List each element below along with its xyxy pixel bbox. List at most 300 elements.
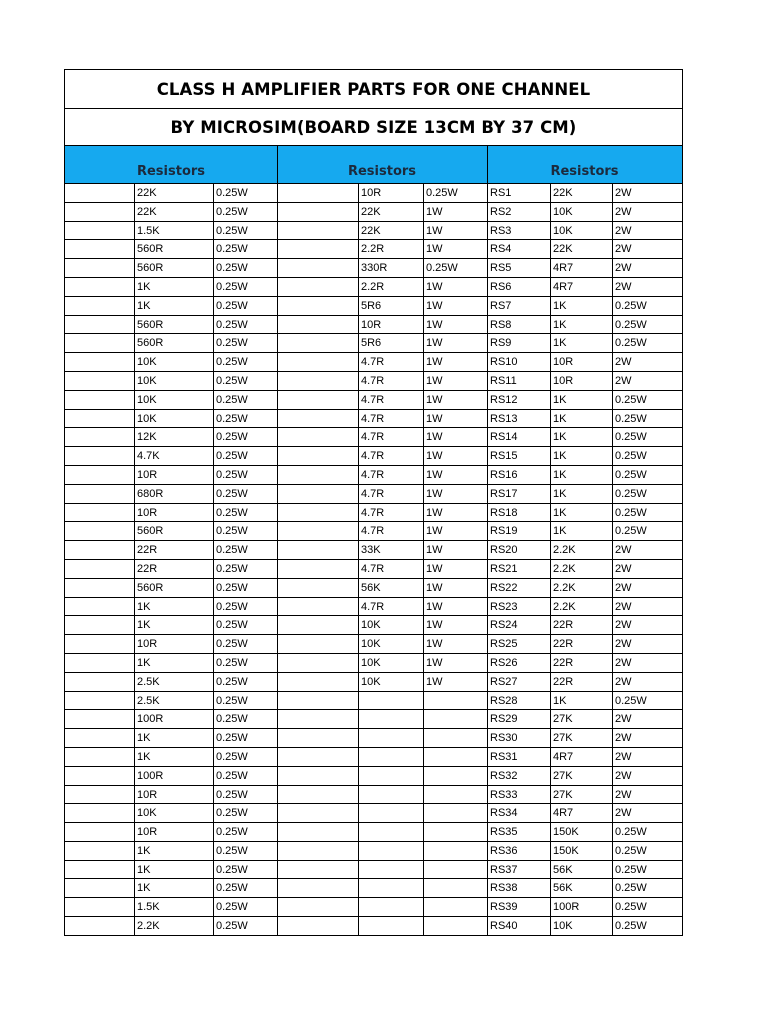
cell-ref: RS23	[487, 598, 550, 616]
cell-value: 22K	[550, 240, 612, 258]
cell-ref: RS37	[487, 861, 550, 879]
cell-rating: 0.25W	[213, 410, 277, 428]
cell-blank-b	[277, 391, 358, 409]
cell-ref: RS36	[487, 842, 550, 860]
cell-blank-b	[277, 372, 358, 390]
cell-value: 4.7R	[358, 391, 423, 409]
cell-value: 10R	[134, 466, 213, 484]
table-row	[65, 372, 682, 391]
cell-blank-a	[65, 240, 134, 258]
cell-value: 4.7R	[358, 410, 423, 428]
table-row	[65, 428, 682, 447]
cell-value: 4.7K	[134, 447, 213, 465]
cell-rating: 0.25W	[213, 673, 277, 691]
cell-rating: 2W	[612, 767, 682, 785]
cell-blank-b	[277, 673, 358, 691]
cell-value: 1K	[134, 598, 213, 616]
cell-blank-a	[65, 842, 134, 860]
cell-ref: RS15	[487, 447, 550, 465]
cell-value: 4.7R	[358, 598, 423, 616]
cell-blank-a	[65, 372, 134, 390]
cell-value: 100R	[134, 710, 213, 728]
cell-rating: 0.25W	[612, 334, 682, 352]
table-row	[65, 823, 682, 842]
cell-rating: 2W	[612, 372, 682, 390]
cell-rating: 0.25W	[612, 316, 682, 334]
cell-blank-b	[277, 710, 358, 728]
cell-value: 4R7	[550, 748, 612, 766]
cell-rating: 0.25W	[213, 616, 277, 634]
cell-rating: 0.25W	[213, 692, 277, 710]
cell-rating: 1W	[423, 654, 487, 672]
cell-blank-a	[65, 729, 134, 747]
cell-rating: 1W	[423, 560, 487, 578]
cell-value	[358, 898, 423, 916]
resistor-table	[65, 184, 682, 936]
cell-value: 2.2K	[550, 598, 612, 616]
cell-blank-a	[65, 428, 134, 446]
cell-value: 33K	[358, 541, 423, 559]
cell-ref: RS12	[487, 391, 550, 409]
cell-value: 1K	[550, 410, 612, 428]
cell-blank-b	[277, 861, 358, 879]
cell-blank-b	[277, 748, 358, 766]
table-row	[65, 522, 682, 541]
cell-value: 10R	[134, 635, 213, 653]
cell-rating: 2W	[612, 635, 682, 653]
cell-ref: RS8	[487, 316, 550, 334]
cell-ref: RS1	[487, 184, 550, 202]
cell-rating: 0.25W	[213, 240, 277, 258]
cell-blank-b	[277, 823, 358, 841]
cell-ref: RS16	[487, 466, 550, 484]
cell-ref: RS14	[487, 428, 550, 446]
cell-rating: 0.25W	[612, 692, 682, 710]
cell-rating: 0.25W	[612, 504, 682, 522]
table-row	[65, 391, 682, 410]
cell-rating: 0.25W	[213, 504, 277, 522]
cell-blank-b	[277, 504, 358, 522]
cell-value: 2.2R	[358, 240, 423, 258]
cell-ref: RS29	[487, 710, 550, 728]
cell-value: 2.5K	[134, 673, 213, 691]
cell-value: 10R	[134, 786, 213, 804]
cell-rating: 0.25W	[213, 635, 277, 653]
cell-value: 1K	[550, 504, 612, 522]
cell-blank-b	[277, 222, 358, 240]
cell-ref: RS31	[487, 748, 550, 766]
cell-rating: 2W	[612, 786, 682, 804]
cell-rating: 2W	[612, 729, 682, 747]
cell-blank-b	[277, 184, 358, 202]
cell-blank-a	[65, 334, 134, 352]
cell-rating: 1W	[423, 316, 487, 334]
cell-value: 4.7R	[358, 353, 423, 371]
cell-rating	[423, 917, 487, 935]
cell-rating	[423, 804, 487, 822]
cell-rating: 0.25W	[213, 710, 277, 728]
cell-rating	[423, 823, 487, 841]
cell-blank-a	[65, 353, 134, 371]
table-row	[65, 410, 682, 429]
cell-blank-a	[65, 673, 134, 691]
cell-blank-a	[65, 259, 134, 277]
cell-rating: 0.25W	[612, 842, 682, 860]
cell-value: 100R	[134, 767, 213, 785]
cell-value: 1K	[134, 879, 213, 897]
cell-rating: 0.25W	[213, 541, 277, 559]
cell-value	[358, 767, 423, 785]
cell-rating	[423, 748, 487, 766]
cell-value: 12K	[134, 428, 213, 446]
table-row	[65, 240, 682, 259]
cell-value: 10K	[134, 410, 213, 428]
cell-rating	[423, 879, 487, 897]
header-resistors-left: Resistors	[136, 164, 206, 179]
cell-rating: 2W	[612, 710, 682, 728]
table-row	[65, 917, 682, 936]
cell-rating: 1W	[423, 522, 487, 540]
cell-value: 1K	[134, 842, 213, 860]
cell-rating: 1W	[423, 240, 487, 258]
cell-value: 4R7	[550, 278, 612, 296]
cell-blank-b	[277, 203, 358, 221]
cell-rating: 2W	[612, 804, 682, 822]
cell-rating: 2W	[612, 184, 682, 202]
table-row	[65, 898, 682, 917]
cell-value: 1K	[550, 334, 612, 352]
cell-rating: 1W	[423, 297, 487, 315]
cell-value: 10K	[358, 673, 423, 691]
cell-blank-a	[65, 560, 134, 578]
cell-value: 56K	[358, 579, 423, 597]
cell-rating: 0.25W	[213, 334, 277, 352]
cell-rating: 2W	[612, 278, 682, 296]
cell-rating: 1W	[423, 447, 487, 465]
cell-rating: 0.25W	[423, 184, 487, 202]
cell-blank-b	[277, 786, 358, 804]
cell-rating: 0.25W	[213, 466, 277, 484]
cell-ref: RS17	[487, 485, 550, 503]
table-row	[65, 316, 682, 335]
cell-blank-a	[65, 203, 134, 221]
cell-blank-a	[65, 898, 134, 916]
cell-blank-a	[65, 391, 134, 409]
cell-blank-b	[277, 428, 358, 446]
cell-ref: RS2	[487, 203, 550, 221]
cell-value: 2.2K	[550, 560, 612, 578]
cell-value: 27K	[550, 729, 612, 747]
parts-sheet	[64, 69, 683, 936]
cell-blank-a	[65, 917, 134, 935]
cell-blank-a	[65, 297, 134, 315]
cell-value: 10R	[134, 823, 213, 841]
cell-rating: 0.25W	[612, 297, 682, 315]
cell-value: 1K	[550, 428, 612, 446]
table-row	[65, 654, 682, 673]
cell-rating: 0.25W	[213, 748, 277, 766]
cell-value	[358, 879, 423, 897]
cell-rating: 1W	[423, 203, 487, 221]
cell-blank-b	[277, 654, 358, 672]
cell-blank-a	[65, 654, 134, 672]
cell-rating: 0.25W	[213, 316, 277, 334]
cell-value: 4.7R	[358, 522, 423, 540]
cell-rating: 2W	[612, 259, 682, 277]
cell-rating: 1W	[423, 598, 487, 616]
cell-rating: 0.25W	[213, 917, 277, 935]
cell-rating: 2W	[612, 654, 682, 672]
cell-value: 22R	[550, 616, 612, 634]
table-row	[65, 560, 682, 579]
cell-blank-a	[65, 804, 134, 822]
cell-blank-a	[65, 466, 134, 484]
table-row	[65, 222, 682, 241]
cell-value: 4.7R	[358, 372, 423, 390]
cell-value: 10K	[358, 635, 423, 653]
cell-value: 22K	[550, 184, 612, 202]
table-row	[65, 353, 682, 372]
cell-blank-a	[65, 861, 134, 879]
cell-value: 330R	[358, 259, 423, 277]
cell-rating: 0.25W	[213, 842, 277, 860]
table-row	[65, 541, 682, 560]
table-row	[65, 692, 682, 711]
cell-blank-b	[277, 804, 358, 822]
cell-ref: RS13	[487, 410, 550, 428]
title-line-2: BY MICROSIM(BOARD SIZE 13CM BY 37 CM)	[65, 108, 682, 146]
table-row	[65, 278, 682, 297]
cell-blank-a	[65, 786, 134, 804]
cell-rating: 0.25W	[213, 278, 277, 296]
cell-ref: RS35	[487, 823, 550, 841]
table-row	[65, 579, 682, 598]
cell-value: 1K	[550, 692, 612, 710]
cell-rating: 0.25W	[213, 654, 277, 672]
table-row	[65, 203, 682, 222]
cell-value: 22K	[358, 222, 423, 240]
cell-value	[358, 861, 423, 879]
cell-rating: 0.25W	[213, 222, 277, 240]
cell-blank-b	[277, 278, 358, 296]
cell-rating: 1W	[423, 504, 487, 522]
cell-value: 560R	[134, 522, 213, 540]
table-row	[65, 804, 682, 823]
cell-value: 22K	[134, 203, 213, 221]
cell-rating: 1W	[423, 278, 487, 296]
cell-rating: 0.25W	[612, 485, 682, 503]
cell-rating: 1W	[423, 410, 487, 428]
cell-blank-b	[277, 635, 358, 653]
table-row	[65, 710, 682, 729]
cell-blank-b	[277, 692, 358, 710]
cell-blank-b	[277, 353, 358, 371]
cell-value: 22R	[550, 654, 612, 672]
cell-blank-b	[277, 579, 358, 597]
cell-ref: RS3	[487, 222, 550, 240]
cell-value: 1K	[550, 447, 612, 465]
cell-rating: 0.25W	[213, 391, 277, 409]
cell-rating: 0.25W	[612, 466, 682, 484]
cell-rating: 0.25W	[213, 579, 277, 597]
cell-value: 1K	[134, 729, 213, 747]
cell-value: 150K	[550, 842, 612, 860]
cell-value	[358, 917, 423, 935]
cell-ref: RS38	[487, 879, 550, 897]
cell-rating: 0.25W	[213, 729, 277, 747]
cell-value	[358, 748, 423, 766]
cell-blank-b	[277, 560, 358, 578]
cell-ref: RS32	[487, 767, 550, 785]
cell-value: 560R	[134, 316, 213, 334]
cell-rating	[423, 767, 487, 785]
cell-rating: 1W	[423, 391, 487, 409]
cell-blank-b	[277, 898, 358, 916]
cell-blank-a	[65, 485, 134, 503]
cell-value: 10K	[134, 372, 213, 390]
cell-ref: RS4	[487, 240, 550, 258]
cell-value: 10R	[358, 184, 423, 202]
cell-value: 560R	[134, 240, 213, 258]
table-row	[65, 447, 682, 466]
cell-value: 22K	[358, 203, 423, 221]
cell-blank-b	[277, 297, 358, 315]
cell-ref: RS28	[487, 692, 550, 710]
cell-blank-a	[65, 823, 134, 841]
table-row	[65, 635, 682, 654]
cell-rating: 1W	[423, 222, 487, 240]
cell-rating	[423, 729, 487, 747]
cell-value: 4.7R	[358, 560, 423, 578]
cell-rating: 0.25W	[612, 428, 682, 446]
cell-rating: 2W	[612, 353, 682, 371]
header-resistors-middle: Resistors	[347, 164, 417, 179]
table-row	[65, 297, 682, 316]
cell-rating	[423, 898, 487, 916]
cell-value: 10R	[134, 504, 213, 522]
cell-rating: 1W	[423, 372, 487, 390]
cell-value	[358, 786, 423, 804]
cell-value: 4.7R	[358, 428, 423, 446]
table-row	[65, 504, 682, 523]
cell-blank-a	[65, 616, 134, 634]
cell-value: 100R	[550, 898, 612, 916]
cell-blank-a	[65, 316, 134, 334]
cell-value	[358, 692, 423, 710]
cell-ref: RS7	[487, 297, 550, 315]
table-row	[65, 767, 682, 786]
cell-value: 1K	[550, 522, 612, 540]
cell-ref: RS20	[487, 541, 550, 559]
cell-value	[358, 710, 423, 728]
cell-value: 22K	[134, 184, 213, 202]
cell-ref: RS39	[487, 898, 550, 916]
cell-blank-b	[277, 466, 358, 484]
cell-rating: 0.25W	[612, 898, 682, 916]
cell-value: 560R	[134, 334, 213, 352]
cell-blank-b	[277, 259, 358, 277]
cell-value: 5R6	[358, 297, 423, 315]
cell-rating: 1W	[423, 466, 487, 484]
cell-value	[358, 804, 423, 822]
cell-value: 10K	[358, 616, 423, 634]
cell-rating: 1W	[423, 673, 487, 691]
cell-blank-a	[65, 447, 134, 465]
cell-ref: RS30	[487, 729, 550, 747]
cell-rating: 2W	[612, 616, 682, 634]
cell-blank-a	[65, 748, 134, 766]
cell-blank-b	[277, 616, 358, 634]
cell-blank-b	[277, 447, 358, 465]
cell-blank-b	[277, 917, 358, 935]
cell-value: 4R7	[550, 804, 612, 822]
table-row	[65, 879, 682, 898]
cell-value: 22R	[134, 541, 213, 559]
cell-value: 5R6	[358, 334, 423, 352]
cell-ref: RS6	[487, 278, 550, 296]
table-row	[65, 466, 682, 485]
cell-rating: 0.25W	[213, 485, 277, 503]
cell-blank-b	[277, 316, 358, 334]
cell-blank-a	[65, 410, 134, 428]
cell-rating: 0.25W	[213, 767, 277, 785]
table-row	[65, 616, 682, 635]
cell-value: 1K	[134, 278, 213, 296]
cell-rating	[423, 842, 487, 860]
cell-blank-b	[277, 879, 358, 897]
cell-value: 10K	[550, 203, 612, 221]
table-row	[65, 673, 682, 692]
table-row	[65, 786, 682, 805]
cell-rating: 0.25W	[213, 353, 277, 371]
cell-value: 1K	[134, 297, 213, 315]
cell-value: 27K	[550, 786, 612, 804]
table-row	[65, 184, 682, 203]
cell-value: 1K	[550, 316, 612, 334]
cell-value: 22R	[550, 635, 612, 653]
cell-value: 2.2K	[134, 917, 213, 935]
cell-blank-a	[65, 692, 134, 710]
cell-rating: 1W	[423, 485, 487, 503]
cell-blank-a	[65, 879, 134, 897]
cell-rating	[423, 692, 487, 710]
cell-rating: 1W	[423, 353, 487, 371]
cell-value: 4.7R	[358, 447, 423, 465]
cell-value	[358, 729, 423, 747]
cell-value: 4.7R	[358, 504, 423, 522]
cell-ref: RS25	[487, 635, 550, 653]
cell-blank-a	[65, 598, 134, 616]
cell-value: 1.5K	[134, 898, 213, 916]
cell-rating: 0.25W	[612, 447, 682, 465]
cell-value: 10R	[550, 372, 612, 390]
cell-value: 1K	[550, 391, 612, 409]
cell-rating: 0.25W	[612, 410, 682, 428]
cell-rating: 2W	[612, 240, 682, 258]
cell-rating: 0.25W	[213, 522, 277, 540]
cell-ref: RS10	[487, 353, 550, 371]
cell-blank-a	[65, 579, 134, 597]
cell-rating: 1W	[423, 616, 487, 634]
cell-blank-b	[277, 334, 358, 352]
cell-rating: 0.25W	[213, 560, 277, 578]
cell-value: 4.7R	[358, 485, 423, 503]
cell-ref: RS11	[487, 372, 550, 390]
cell-blank-b	[277, 541, 358, 559]
cell-blank-b	[277, 729, 358, 747]
cell-rating: 1W	[423, 334, 487, 352]
table-row	[65, 334, 682, 353]
